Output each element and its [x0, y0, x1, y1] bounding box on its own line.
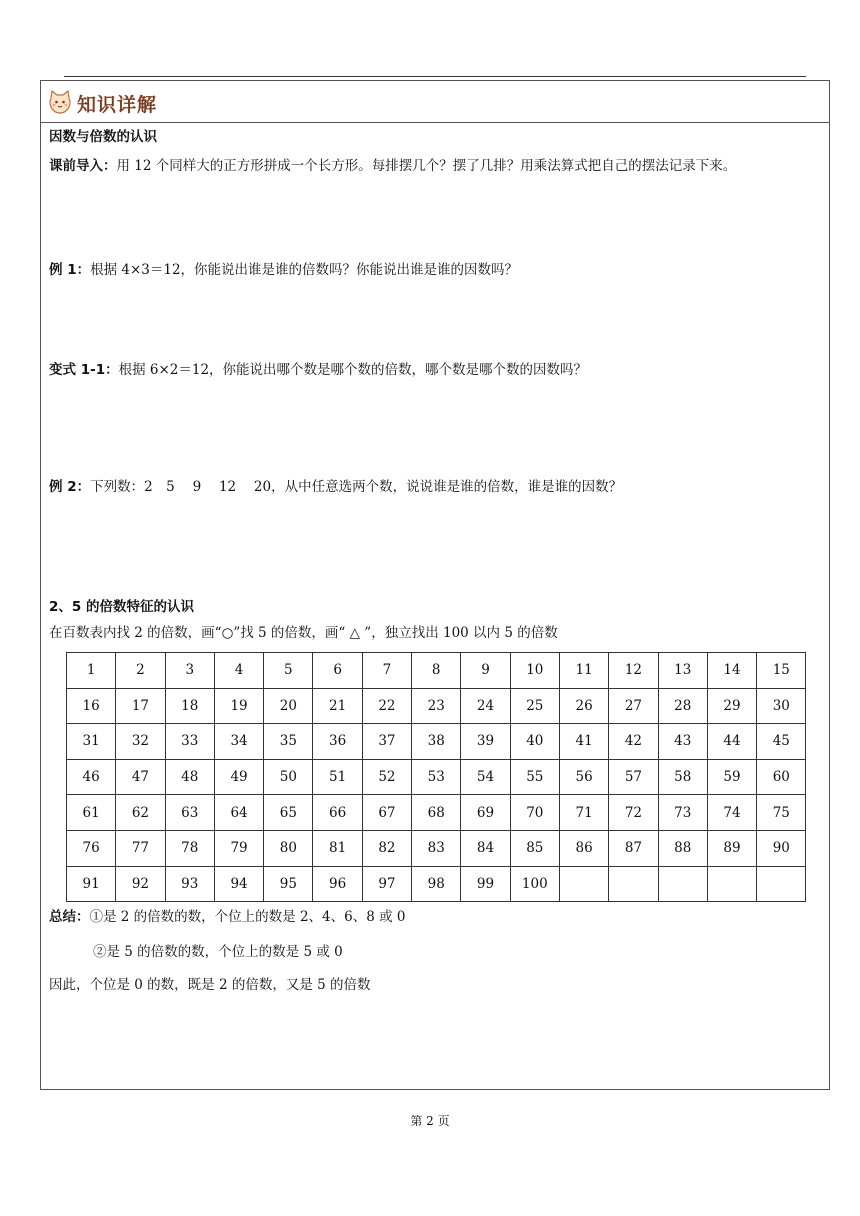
table-cell: 57 — [609, 759, 658, 795]
summary-text-2: ②是 5 的倍数的数，个位上的数是 5 或 0 — [93, 944, 343, 960]
intro-text: 用 12 个同样大的正方形拼成一个长方形。每排摆几个？摆了几排？用乘法算式把自己的摆法记录下来。 — [116, 158, 737, 174]
table-cell: 74 — [707, 795, 756, 831]
table-cell: 69 — [461, 795, 510, 831]
table-cell: 87 — [609, 830, 658, 866]
table-cell: 46 — [67, 759, 116, 795]
table-cell: 20 — [264, 688, 313, 724]
table-cell: 56 — [559, 759, 608, 795]
intro-label: 课前导入： — [49, 158, 117, 174]
table-cell: 92 — [116, 866, 165, 902]
table-cell: 98 — [412, 866, 461, 902]
section-header-title: 知识详解 — [77, 94, 158, 116]
table-cell: 17 — [116, 688, 165, 724]
example1-label: 例 1： — [49, 262, 91, 278]
intro-line — [49, 157, 736, 175]
table-cell: 79 — [214, 830, 263, 866]
table-cell: 78 — [165, 830, 214, 866]
table-cell: 39 — [461, 724, 510, 760]
table-cell: 25 — [510, 688, 559, 724]
variant-line — [49, 361, 587, 379]
variant-label: 变式 1-1： — [49, 362, 119, 378]
table-cell: 35 — [264, 724, 313, 760]
table-cell: 11 — [559, 653, 608, 689]
table-cell: 50 — [264, 759, 313, 795]
section2-title: 2、5 的倍数特征的认识 — [49, 599, 194, 615]
table-cell: 18 — [165, 688, 214, 724]
table-cell: 33 — [165, 724, 214, 760]
table-cell: 72 — [609, 795, 658, 831]
table-cell: 81 — [313, 830, 362, 866]
cat-mascot-icon — [47, 88, 73, 116]
table-cell: 67 — [362, 795, 411, 831]
table-cell: 37 — [362, 724, 411, 760]
table-cell: 91 — [67, 866, 116, 902]
table-cell: 53 — [412, 759, 461, 795]
example2-label: 例 2： — [49, 479, 91, 495]
table-cell: 96 — [313, 866, 362, 902]
table-cell: 12 — [609, 653, 658, 689]
table-row — [67, 724, 806, 760]
table-cell: 55 — [510, 759, 559, 795]
table-cell — [609, 866, 658, 902]
table-cell: 3 — [165, 653, 214, 689]
table-cell: 58 — [658, 759, 707, 795]
table-cell: 38 — [412, 724, 461, 760]
table-cell: 40 — [510, 724, 559, 760]
summary-label: 总结： — [49, 909, 90, 925]
table-cell: 41 — [559, 724, 608, 760]
table-cell: 97 — [362, 866, 411, 902]
table-cell: 44 — [707, 724, 756, 760]
table-cell: 80 — [264, 830, 313, 866]
variant-text: 根据 6×2＝12，你能说出哪个数是哪个数的倍数，哪个数是哪个数的因数吗？ — [118, 362, 588, 378]
summary-text-1: ①是 2 的倍数的数，个位上的数是 2、4、6、8 或 0 — [89, 909, 406, 925]
table-cell: 65 — [264, 795, 313, 831]
table-row — [67, 866, 806, 902]
table-cell: 75 — [757, 795, 806, 831]
table-cell: 43 — [658, 724, 707, 760]
section1-title: 因数与倍数的认识 — [49, 129, 157, 145]
table-cell: 61 — [67, 795, 116, 831]
table-cell: 42 — [609, 724, 658, 760]
table-cell: 86 — [559, 830, 608, 866]
table-cell: 27 — [609, 688, 658, 724]
table-cell — [559, 866, 608, 902]
table-cell: 95 — [264, 866, 313, 902]
table-cell: 8 — [412, 653, 461, 689]
table-cell: 45 — [757, 724, 806, 760]
section-header — [41, 81, 829, 123]
table-cell: 36 — [313, 724, 362, 760]
table-cell: 82 — [362, 830, 411, 866]
page-footer: 第 2 页 — [410, 1114, 450, 1128]
table-cell: 5 — [264, 653, 313, 689]
table-row — [67, 653, 806, 689]
table-cell — [658, 866, 707, 902]
table-cell: 68 — [412, 795, 461, 831]
table-cell: 77 — [116, 830, 165, 866]
table-cell: 89 — [707, 830, 756, 866]
table-cell: 48 — [165, 759, 214, 795]
table-cell: 14 — [707, 653, 756, 689]
table-cell: 84 — [461, 830, 510, 866]
table-cell: 34 — [214, 724, 263, 760]
table-cell: 21 — [313, 688, 362, 724]
hundred-chart-table — [66, 652, 806, 902]
table-cell: 4 — [214, 653, 263, 689]
table-cell — [707, 866, 756, 902]
table-cell: 94 — [214, 866, 263, 902]
table-cell: 100 — [510, 866, 559, 902]
table-cell: 60 — [757, 759, 806, 795]
table-cell: 26 — [559, 688, 608, 724]
table-cell: 30 — [757, 688, 806, 724]
example2-line — [49, 478, 622, 496]
table-cell: 85 — [510, 830, 559, 866]
example1-line — [49, 261, 518, 279]
table-cell: 31 — [67, 724, 116, 760]
example2-text: 下列数：2 5 9 12 20，从中任意选两个数，说说谁是谁的倍数，谁是谁的因数？ — [90, 479, 623, 495]
table-cell: 49 — [214, 759, 263, 795]
table-cell: 51 — [313, 759, 362, 795]
section2-instruction: 在百数表内找 2 的倍数，画“○”找 5 的倍数，画“ △ ”，独立找出 100 以内 5 的倍数 — [49, 625, 558, 641]
table-cell: 7 — [362, 653, 411, 689]
table-cell: 62 — [116, 795, 165, 831]
table-cell: 1 — [67, 653, 116, 689]
table-cell — [757, 866, 806, 902]
table-cell: 16 — [67, 688, 116, 724]
table-cell: 73 — [658, 795, 707, 831]
summary-line-1 — [49, 908, 406, 926]
table-cell: 15 — [757, 653, 806, 689]
table-cell: 32 — [116, 724, 165, 760]
table-row — [67, 759, 806, 795]
table-cell: 28 — [658, 688, 707, 724]
table-row — [67, 795, 806, 831]
example1-text: 根据 4×3＝12，你能说出谁是谁的倍数吗？你能说出谁是谁的因数吗？ — [90, 262, 519, 278]
table-cell: 23 — [412, 688, 461, 724]
table-row — [67, 688, 806, 724]
table-cell: 2 — [116, 653, 165, 689]
table-cell: 88 — [658, 830, 707, 866]
table-cell: 9 — [461, 653, 510, 689]
top-rule — [64, 76, 806, 77]
table-cell: 90 — [757, 830, 806, 866]
content-frame — [40, 80, 830, 1090]
table-row — [67, 830, 806, 866]
table-cell: 64 — [214, 795, 263, 831]
conclusion-text: 因此，个位是 0 的数，既是 2 的倍数，又是 5 的倍数 — [49, 977, 371, 993]
table-cell: 10 — [510, 653, 559, 689]
table-cell: 63 — [165, 795, 214, 831]
table-cell: 76 — [67, 830, 116, 866]
table-cell: 66 — [313, 795, 362, 831]
table-cell: 47 — [116, 759, 165, 795]
table-cell: 83 — [412, 830, 461, 866]
table-cell: 99 — [461, 866, 510, 902]
table-cell: 24 — [461, 688, 510, 724]
table-cell: 59 — [707, 759, 756, 795]
table-cell: 54 — [461, 759, 510, 795]
table-cell: 6 — [313, 653, 362, 689]
table-cell: 13 — [658, 653, 707, 689]
table-cell: 19 — [214, 688, 263, 724]
table-cell: 93 — [165, 866, 214, 902]
table-cell: 71 — [559, 795, 608, 831]
table-cell: 22 — [362, 688, 411, 724]
table-cell: 29 — [707, 688, 756, 724]
table-cell: 52 — [362, 759, 411, 795]
table-cell: 70 — [510, 795, 559, 831]
